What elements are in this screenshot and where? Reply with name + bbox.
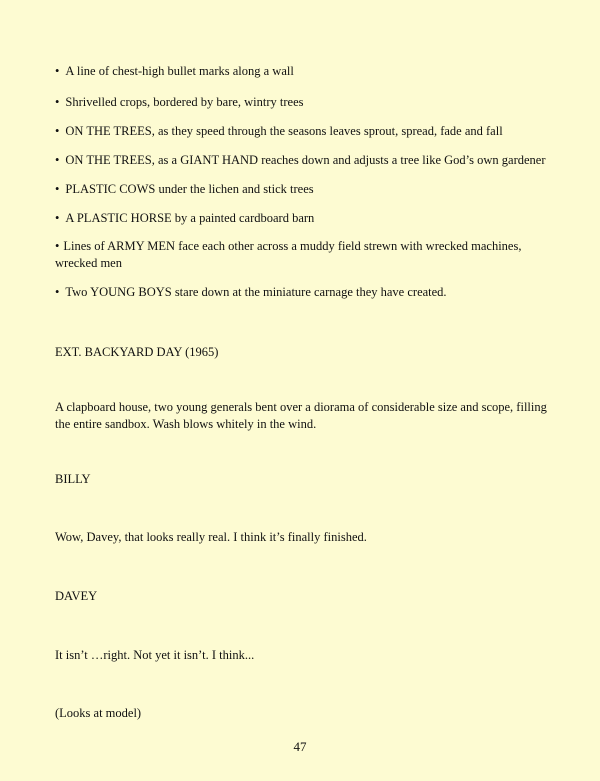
bullet-item (55, 94, 555, 111)
scene-heading: EXT. BACKYARD DAY (1965) (55, 345, 219, 359)
bullet-text: Lines of ARMY MEN face each other across a muddy field strewn with wrecked machines, wrecked men (55, 239, 522, 270)
bullet-glyph: • (55, 95, 60, 109)
bullet-item (55, 152, 555, 169)
bullet-glyph: • (55, 239, 60, 253)
bullet-text: ON THE TREES, as they speed through the seasons leaves sprout, spread, fade and fall (65, 124, 503, 138)
dialogue: It isn’t …right. Not yet it isn’t. I think... (55, 648, 255, 662)
bullet-item (55, 210, 555, 227)
bullet-glyph: • (55, 64, 60, 78)
bullet-text: A PLASTIC HORSE by a painted cardboard barn (65, 211, 315, 225)
bullet-item (55, 284, 555, 301)
bullet-item (55, 123, 555, 140)
character-name: DAVEY (55, 589, 98, 603)
bullet-text: PLASTIC COWS under the lichen and stick trees (65, 182, 314, 196)
page-number: 47 (293, 739, 307, 754)
bullet-item (55, 238, 555, 272)
parenthetical: (Looks at model) (55, 706, 142, 720)
bullet-text: A line of chest-high bullet marks along a wall (65, 64, 294, 78)
bullet-glyph: • (55, 211, 60, 225)
bullet-text: Two YOUNG BOYS stare down at the miniature carnage they have created. (65, 285, 447, 299)
bullet-glyph: • (55, 285, 60, 299)
action-line: A clapboard house, two young generals bent over a diorama of considerable size and scope, filling the entire sandbox. Wash blows whitely in the wind. (55, 400, 547, 431)
bullet-item (55, 63, 555, 80)
bullet-text: Shrivelled crops, bordered by bare, wintry trees (65, 95, 304, 109)
bullet-item (55, 181, 555, 198)
dialogue: Wow, Davey, that looks really real. I think it’s finally finished. (55, 530, 367, 544)
bullet-text: ON THE TREES, as a GIANT HAND reaches down and adjusts a tree like God’s own gardener (65, 153, 546, 167)
bullet-glyph: • (55, 182, 60, 196)
character-name: BILLY (55, 472, 91, 486)
bullet-glyph: • (55, 153, 60, 167)
bullet-glyph: • (55, 124, 60, 138)
